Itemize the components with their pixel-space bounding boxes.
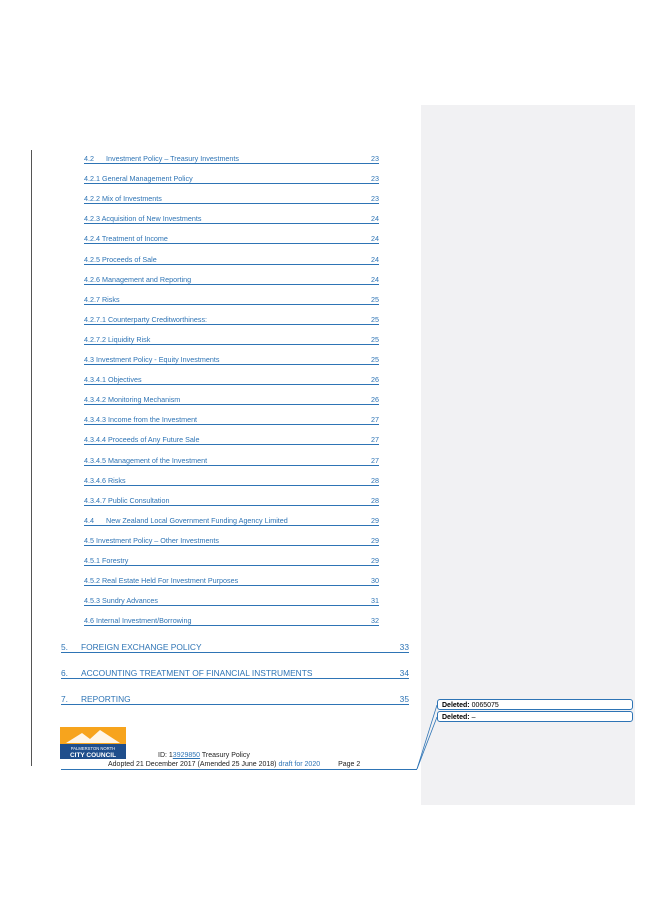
toc-entry-text: 4.2.3 Acquisition of New Investments xyxy=(84,214,202,224)
toc-entry[interactable] xyxy=(84,613,379,626)
toc-entry[interactable] xyxy=(84,493,379,506)
toc-entry-text: 4.6 Internal Investment/Borrowing xyxy=(84,616,192,626)
toc-entry-page: 25 xyxy=(371,355,379,364)
toc-entry-text: 4.5.2 Real Estate Held For Investment Purposes xyxy=(84,576,239,586)
toc-entry-page: 29 xyxy=(371,535,379,545)
toc-entry[interactable] xyxy=(84,553,379,566)
toc-entry-page: 27 xyxy=(371,415,379,425)
toc-entry-title xyxy=(84,275,371,284)
toc-entry[interactable] xyxy=(84,312,379,325)
toc-entry-text: 4.3 Investment Policy - Equity Investments xyxy=(84,355,220,364)
toc-entry-text: 4.2.7.2 Liquidity Risk xyxy=(84,334,151,344)
toc-entry-title xyxy=(84,496,371,505)
toc-entry-number: 5. xyxy=(61,642,68,652)
toc-entry-page: 27 xyxy=(371,455,379,465)
toc-entry-page: 23 xyxy=(371,194,379,204)
toc-entry[interactable] xyxy=(84,352,379,365)
toc-entry-text: 4.2.7.1 Counterparty Creditworthiness: xyxy=(84,314,208,324)
toc-entry[interactable] xyxy=(84,573,379,586)
toc-entry[interactable] xyxy=(84,292,379,305)
toc-entry-text: Investment Policy – Treasury Investments xyxy=(106,154,240,163)
toc-entry-title xyxy=(84,335,371,344)
toc-entry-title xyxy=(84,255,371,264)
footer-adopted-line xyxy=(108,761,360,768)
toc-entry[interactable] xyxy=(84,453,379,466)
logo-text-line2: CITY COUNCIL xyxy=(69,752,117,759)
footer-id-changed: 3929850 xyxy=(172,752,201,759)
toc-entry-title xyxy=(84,154,371,163)
comment-label: Deleted: xyxy=(442,714,470,721)
toc-entry[interactable] xyxy=(84,392,379,405)
toc-entry[interactable] xyxy=(84,151,379,164)
toc-entry-text: 4.5 Investment Policy – Other Investments xyxy=(84,535,220,545)
toc-entry[interactable] xyxy=(84,211,379,224)
toc-entry-page: 24 xyxy=(371,254,379,264)
toc-entry[interactable] xyxy=(84,252,379,265)
toc-entry-page: 29 xyxy=(371,556,379,565)
toc-entry-title xyxy=(84,415,371,424)
toc-entry-text: 4.2.2 Mix of Investments xyxy=(84,194,162,204)
toc-entry-title xyxy=(61,642,400,652)
toc-entry-title xyxy=(84,234,371,243)
toc-entry[interactable] xyxy=(84,432,379,445)
toc-entry-text: 4.2.4 Treatment of Income xyxy=(84,234,168,244)
toc-entry-title xyxy=(84,596,371,605)
toc-entry[interactable] xyxy=(84,473,379,486)
toc-entry-page: 24 xyxy=(371,214,379,224)
toc-entry-number: 7. xyxy=(61,694,68,704)
toc-entry-text: 4.2.5 Proceeds of Sale xyxy=(84,254,157,264)
toc-entry-page: 29 xyxy=(371,515,379,525)
comment-text: – xyxy=(471,714,476,721)
toc-entry-page: 28 xyxy=(371,495,379,505)
toc-entry-page: 35 xyxy=(399,694,409,704)
toc-entry-text: New Zealand Local Government Funding Agency Limited xyxy=(106,515,288,525)
comment-label: Deleted: xyxy=(442,702,470,709)
toc-entry[interactable] xyxy=(84,513,379,526)
footer-adopted: Adopted 21 December 2017 (Amended 25 June 2018) xyxy=(108,761,277,768)
toc-entry-title xyxy=(84,214,371,223)
footer-title: Treasury Policy xyxy=(201,752,250,759)
toc-entry-page: 23 xyxy=(371,174,379,184)
toc-entry[interactable] xyxy=(84,272,379,285)
toc-entry-title xyxy=(84,476,371,485)
toc-entry-title xyxy=(84,194,371,203)
toc-entry-text: 4.5.3 Sundry Advances xyxy=(84,596,158,606)
toc-entry-title xyxy=(84,315,371,324)
toc-entry-text: REPORTING xyxy=(81,694,131,704)
toc-entry-title xyxy=(61,694,400,704)
toc-entry-title xyxy=(84,435,371,444)
toc-entry-number: 6. xyxy=(61,668,68,678)
toc-entry-page: 25 xyxy=(371,314,379,324)
footer-draft: draft for 2020 xyxy=(278,761,321,768)
toc-entry-title xyxy=(84,516,371,525)
toc-entry-page: 24 xyxy=(371,274,379,284)
toc-section-entry[interactable] xyxy=(61,690,409,705)
toc-entry-title xyxy=(84,174,371,183)
logo-text-line1: PALMERSTON NORTH xyxy=(70,746,116,751)
toc-section-entry[interactable] xyxy=(61,638,409,653)
toc-entry-page: 32 xyxy=(371,616,379,626)
toc-entry[interactable] xyxy=(84,171,379,184)
footer-page-number: Page 2 xyxy=(338,761,361,768)
toc-entry[interactable] xyxy=(84,332,379,345)
toc-entry[interactable] xyxy=(84,412,379,425)
toc-entry[interactable] xyxy=(84,231,379,244)
toc-entry-page: 30 xyxy=(371,576,379,586)
toc-entry-text: 4.3.4.4 Proceeds of Any Future Sale xyxy=(84,435,200,445)
toc-entry-text: 4.3.4.7 Public Consultation xyxy=(84,495,170,505)
toc-entry-title xyxy=(84,456,371,465)
toc-entry-page: 33 xyxy=(399,642,409,652)
council-logo xyxy=(60,727,126,759)
toc-entry-title xyxy=(84,536,371,545)
comment-text: 0065075 xyxy=(471,702,499,709)
toc-entry-page: 25 xyxy=(371,294,379,304)
toc-entry-text: 4.3.4.1 Objectives xyxy=(84,375,142,385)
footer-id-prefix: ID: 1 xyxy=(158,752,173,759)
toc-entry-page: 31 xyxy=(371,596,379,606)
toc-entry-title xyxy=(84,576,371,585)
toc-section-entry[interactable] xyxy=(61,664,409,679)
toc-entry-page: 23 xyxy=(371,154,379,163)
toc-entry-text: 4.2.6 Management and Reporting xyxy=(84,274,192,284)
toc-entry-page: 34 xyxy=(399,668,409,678)
toc-entry-title xyxy=(84,395,371,404)
toc-entry-page: 25 xyxy=(371,334,379,344)
toc-entry-text: ACCOUNTING TREATMENT OF FINANCIAL INSTRUMENTS xyxy=(81,668,313,678)
toc-entry-text: 4.5.1 Forestry xyxy=(84,556,129,565)
toc-entry-title xyxy=(61,668,400,678)
toc-entry-page: 26 xyxy=(371,375,379,385)
toc-entry[interactable] xyxy=(84,593,379,606)
toc-entry-text: 4.3.4.2 Monitoring Mechanism xyxy=(84,395,181,405)
toc-entry-title xyxy=(84,295,371,304)
toc-entry-text: 4.3.4.5 Management of the Investment xyxy=(84,455,208,465)
toc-entry-text: 4.3.4.6 Risks xyxy=(84,475,126,485)
toc-entry[interactable] xyxy=(84,191,379,204)
footer-underline xyxy=(61,769,417,770)
toc-entry[interactable] xyxy=(84,372,379,385)
toc-entry-text: 4.3.4.3 Income from the Investment xyxy=(84,415,198,425)
toc-entry-title xyxy=(84,355,371,364)
toc-entry-title xyxy=(84,616,371,625)
toc-entry-page: 27 xyxy=(371,435,379,445)
toc-entry-text: 4.2.1 General Management Policy xyxy=(84,174,193,184)
toc-entry-page: 28 xyxy=(371,475,379,485)
toc-entry-number: 4.4 xyxy=(84,515,94,525)
toc-entry-title xyxy=(84,556,371,565)
toc-entry-title xyxy=(84,375,371,384)
toc-entry-page: 24 xyxy=(371,234,379,244)
toc-entry[interactable] xyxy=(84,533,379,546)
toc-entry-number: 4.2 xyxy=(84,154,94,163)
toc-entry-page: 26 xyxy=(371,395,379,405)
toc-entry-text: 4.2.7 Risks xyxy=(84,294,120,304)
footer-id-line xyxy=(158,752,250,759)
toc-entry-text: FOREIGN EXCHANGE POLICY xyxy=(81,642,202,652)
